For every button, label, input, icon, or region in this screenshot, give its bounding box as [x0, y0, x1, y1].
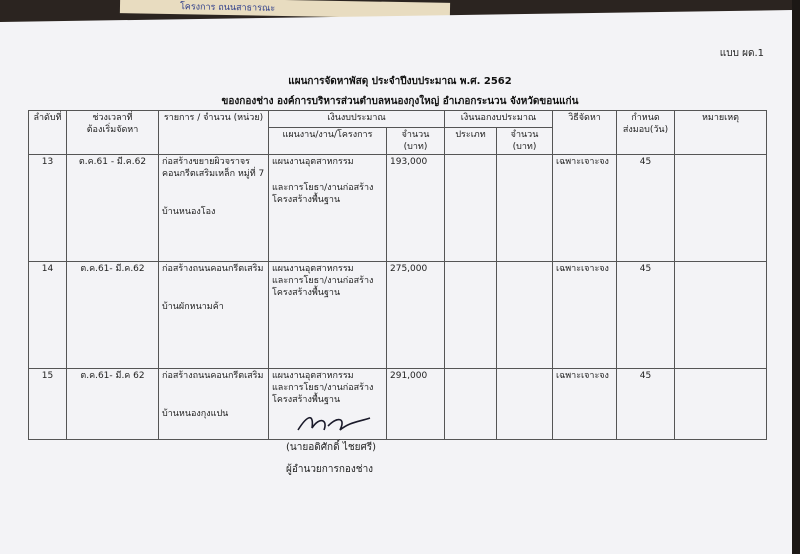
header-deadline-line2: ส่งมอบ(วัน): [622, 125, 669, 135]
cell-type: [445, 155, 497, 262]
background-paper-text: โครงการ ถนนสาธารณะ: [179, 2, 276, 14]
plan-line2: และการโยธา/งานก่อสร้าง: [272, 383, 374, 393]
signer-title: ผู้อำนวยการกองช่าง: [286, 464, 374, 475]
item-line3: บ้านหนองกุงแปน: [162, 409, 229, 419]
cell-amount: 291,000: [387, 369, 445, 440]
table-row: [29, 262, 767, 369]
cell-remark: [675, 369, 767, 440]
header-type: ประเภท: [445, 128, 497, 155]
cell-seq: 13: [29, 155, 67, 262]
plan-line3: โครงสร้างพื้นฐาน: [272, 395, 341, 405]
plan-line3: โครงสร้างพื้นฐาน: [272, 288, 341, 298]
cell-seq: 15: [29, 369, 67, 440]
cell-plan: [269, 262, 387, 369]
header-amount: จำนวน (บาท): [387, 128, 445, 155]
cell-type: [445, 262, 497, 369]
cell-amount-offbudget: [497, 155, 553, 262]
item-line3: บ้านหนองโอง: [162, 207, 216, 217]
header-remark: หมายเหตุ: [675, 111, 767, 155]
header-amount-offbudget: จำนวน (บาท): [497, 128, 553, 155]
cell-amount: 275,000: [387, 262, 445, 369]
item-line2: คอนกรีตเสริมเหล็ก หมู่ที่ 7: [162, 169, 265, 179]
header-period-line2: ต้องเริ่มจัดหา: [86, 125, 139, 135]
document-title: แผนการจัดหาพัสดุ ประจำปีงบประมาณ พ.ศ. 2562: [288, 76, 512, 87]
cell-period: ต.ค.61- มี.ค 62: [67, 369, 159, 440]
cell-method: เฉพาะเจาะจง: [553, 369, 617, 440]
header-budget: เงินงบประมาณ: [269, 111, 445, 128]
header-deadline-line1: กำหนด: [631, 113, 660, 123]
signer-name: (นายอดิศักดิ์ ไชยศรี): [286, 442, 377, 453]
signature-icon: [294, 410, 374, 438]
cell-days: 45: [617, 262, 675, 369]
cell-amount: 193,000: [387, 155, 445, 262]
header-period: [67, 111, 159, 155]
plan-line1: แผนงานอุตสาหกรรม: [272, 264, 354, 274]
header-period-line1: ช่วงเวลาที่: [92, 113, 133, 123]
table-row: [29, 155, 767, 262]
cell-period: ต.ค.61- มี.ค.62: [67, 262, 159, 369]
cell-item: [159, 369, 269, 440]
cell-item: [159, 155, 269, 262]
form-code: แบบ ผด.1: [719, 48, 764, 59]
plan-line1: แผนงานอุตสาหกรรม: [272, 157, 354, 167]
document-subtitle: ของกองช่าง องค์การบริหารส่วนตำบลหนองกุงใหญ่ อำเภอกระนวน จังหวัดขอนแก่น: [221, 96, 579, 107]
cell-period: ต.ค.61 - มี.ค.62: [67, 155, 159, 262]
cell-plan: [269, 155, 387, 262]
header-method: วิธีจัดหา: [553, 111, 617, 155]
table-header-row: [29, 111, 767, 128]
cell-method: เฉพาะเจาะจง: [553, 155, 617, 262]
cell-amount-offbudget: [497, 369, 553, 440]
cell-remark: [675, 155, 767, 262]
header-item: รายการ / จำนวน (หน่วย): [159, 111, 269, 155]
cell-method: เฉพาะเจาะจง: [553, 262, 617, 369]
cell-days: 45: [617, 369, 675, 440]
cell-amount-offbudget: [497, 262, 553, 369]
item-line1: ก่อสร้างขยายผิวจราจร: [162, 157, 250, 167]
cell-seq: 14: [29, 262, 67, 369]
header-offbudget: เงินนอกงบประมาณ: [445, 111, 553, 128]
procurement-plan-table: [28, 110, 767, 440]
item-line1: ก่อสร้างถนนคอนกรีตเสริม: [162, 371, 264, 381]
cell-type: [445, 369, 497, 440]
table-row: [29, 369, 767, 440]
plan-line2: และการโยธา/งานก่อสร้าง: [272, 276, 374, 286]
cell-remark: [675, 262, 767, 369]
cell-days: 45: [617, 155, 675, 262]
header-seq: ลำดับที่: [29, 111, 67, 155]
item-line3: บ้านผักหนามค้า: [162, 302, 224, 312]
cell-item: [159, 262, 269, 369]
header-deadline: [617, 111, 675, 155]
plan-line1: แผนงานอุตสาหกรรม: [272, 371, 354, 381]
plan-line3: โครงสร้างพื้นฐาน: [272, 195, 341, 205]
item-line1: ก่อสร้างถนนคอนกรีตเสริม: [162, 264, 264, 274]
header-plan: แผนงาน/งาน/โครงการ: [269, 128, 387, 155]
plan-line2: และการโยธา/งานก่อสร้าง: [272, 183, 374, 193]
